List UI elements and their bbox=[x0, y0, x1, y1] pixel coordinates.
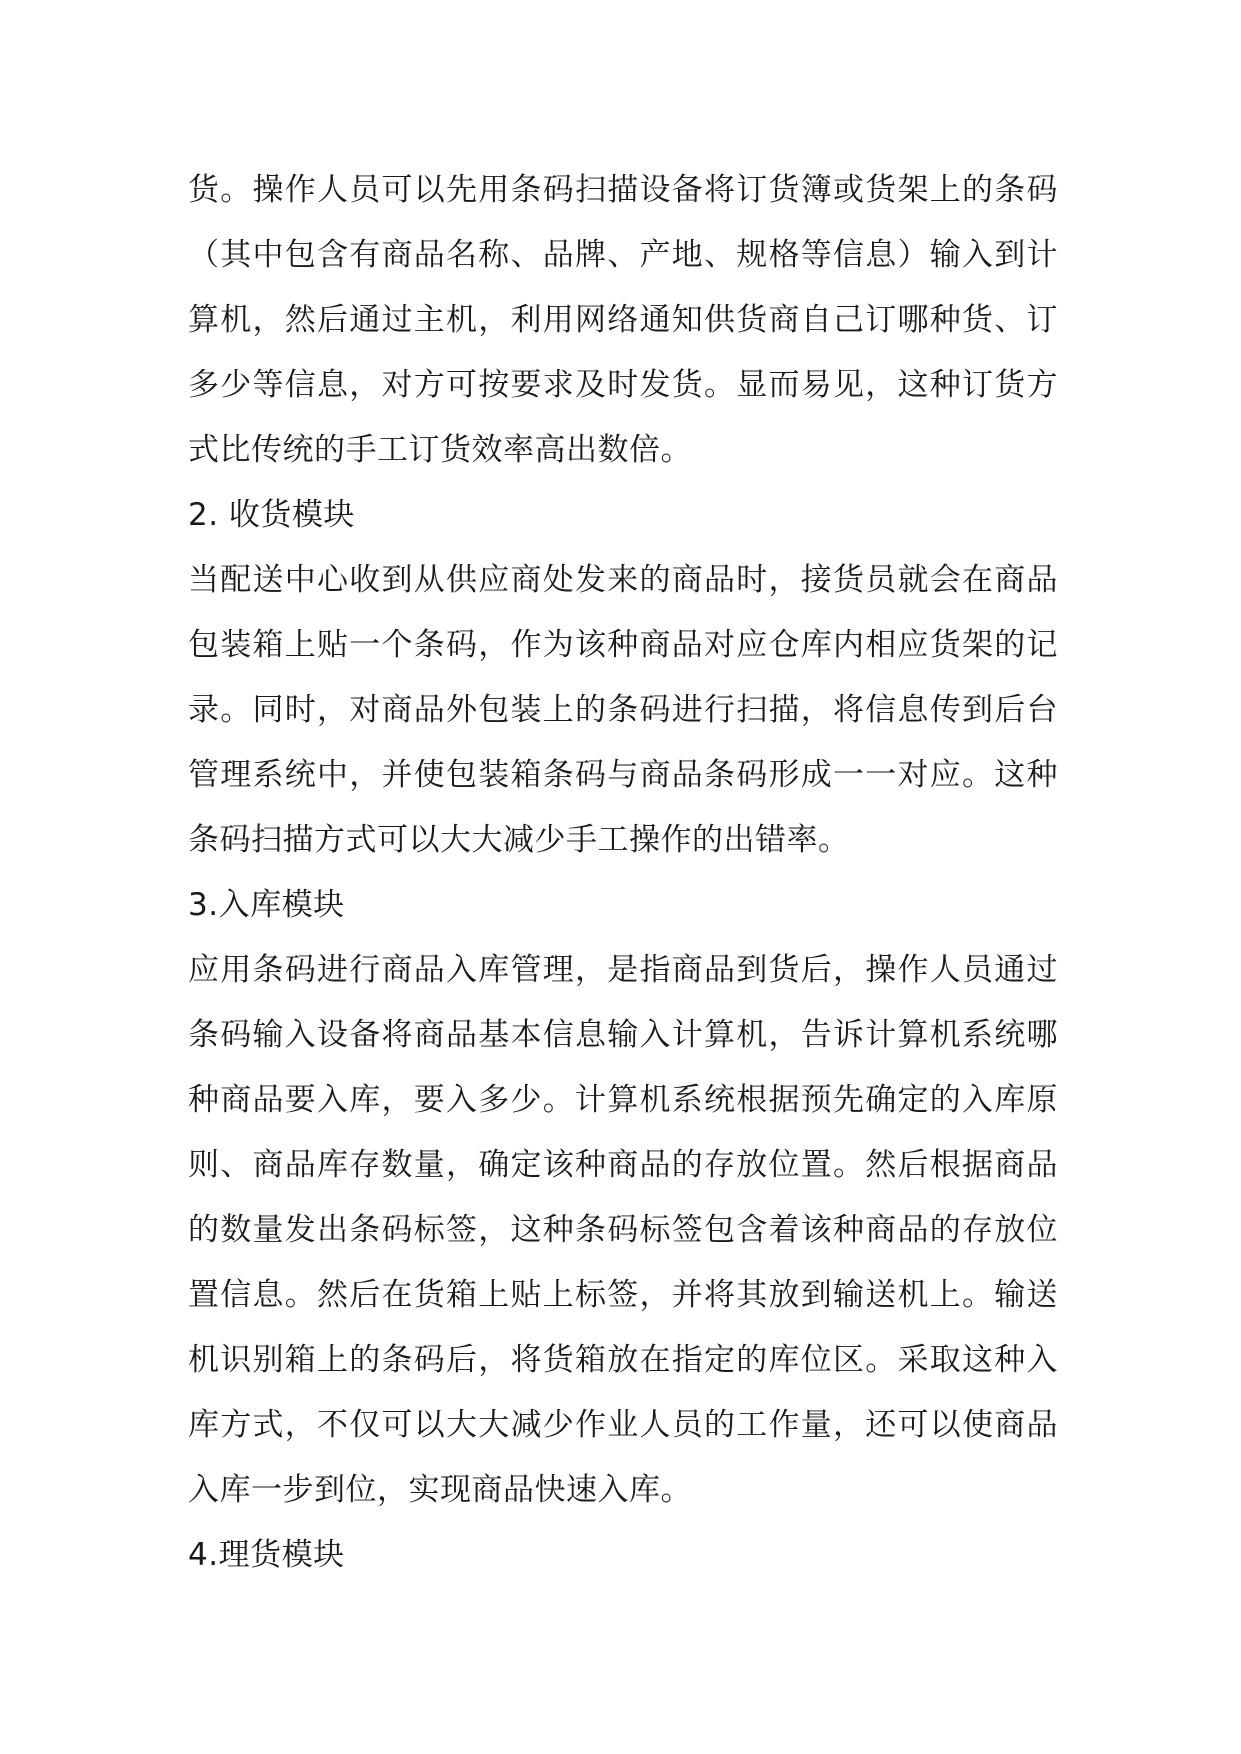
para-ordering-continuation: 货。操作人员可以先用条码扫描设备将订货簿或货架上的条码（其中包含有商品名称、品牌、产地、规格等信息）输入到计算机，然后通过主机，利用网络通知供货商自己订哪种货、订多少等信息，对方可按要求及时发货。显而易见，这种订货方式比传统的手工订货效率高出数倍。 bbox=[188, 172, 1058, 468]
para-receiving-module: 当配送中心收到从供应商处发来的商品时，接货员就会在商品包装箱上贴一个条码，作为该种商品对应仓库内相应货架的记录。同时，对商品外包装上的条码进行扫描，将信息传到后台管理系统中，并使包装箱条码与商品条码形成一一对应。这种条码扫描方式可以大大减少手工操作的出错率。 bbox=[188, 562, 1058, 858]
heading-warehousing-module: 3.入库模块 bbox=[188, 887, 345, 923]
document-body bbox=[188, 158, 1058, 1588]
heading-receiving-module: 2. 收货模块 bbox=[188, 497, 355, 533]
heading-stock-sorting-module: 4.理货模块 bbox=[188, 1537, 345, 1573]
para-warehousing-module: 应用条码进行商品入库管理，是指商品到货后，操作人员通过条码输入设备将商品基本信息输入计算机，告诉计算机系统哪种商品要入库，要入多少。计算机系统根据预先确定的入库原则、商品库存数量，确定该种商品的存放位置。然后根据商品的数量发出条码标签，这种条码标签包含着该种商品的存放位置信息。然后在货箱上贴上标签，并将其放到输送机上。输送机识别箱上的条码后，将货箱放在指定的库位区。采取这种入库方式，不仅可以大大减少作业人员的工作量，还可以使商品入库一步到位，实现商品快速入库。 bbox=[188, 952, 1058, 1508]
